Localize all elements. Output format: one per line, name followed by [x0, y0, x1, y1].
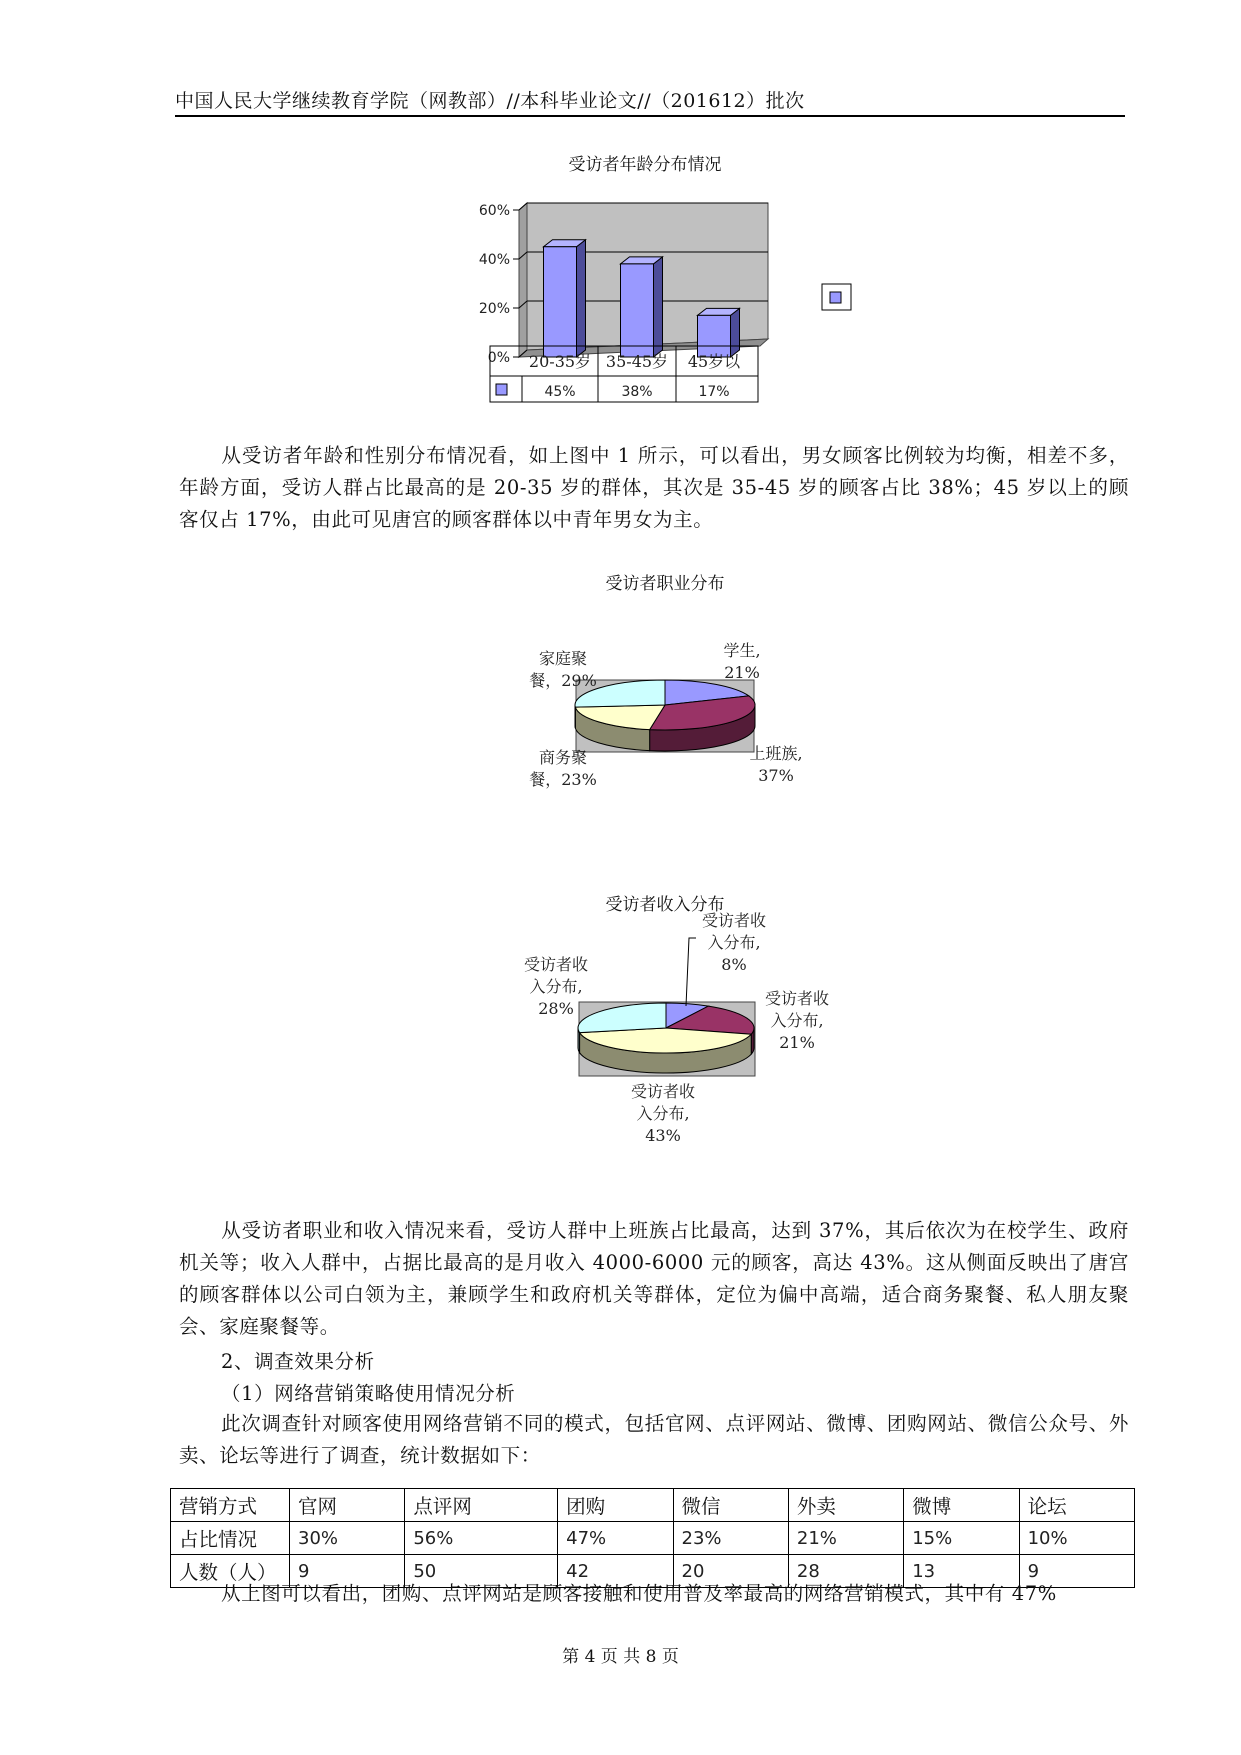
- table-cell: 42: [558, 1555, 673, 1588]
- table-cell: 9: [1019, 1555, 1134, 1588]
- table-cell: 23%: [673, 1522, 788, 1555]
- chart-title-age: 受访者年龄分布情况: [568, 155, 722, 175]
- table-cell: 15%: [904, 1522, 1019, 1555]
- table-cell: 10%: [1019, 1522, 1134, 1555]
- slice-label: 8%: [721, 955, 747, 974]
- table-cell: 50: [405, 1555, 558, 1588]
- slice-label: 入分布,: [529, 977, 583, 996]
- data-label: 17%: [698, 384, 730, 400]
- slice-label: 受访者收: [523, 955, 589, 974]
- table-cell: 团购: [558, 1489, 673, 1522]
- category-label: 35-45岁: [605, 352, 669, 371]
- y-tick-label: 60%: [478, 203, 510, 219]
- chart-title-income: 受访者收入分布: [605, 895, 725, 915]
- paragraph-occupation-analysis: 从受访者职业和收入情况来看，受访人群中上班族占比最高，达到 37%，其后依次为在校学生、政府机关等；收入人群中，占据比最高的是月收入 4000-6000 元的顾客，高达 43%。这从侧面反映出了唐宫的顾客群体以公司白领为主，兼顾学生和政府机关等群体，定位为偏中高端，适合商务聚餐、私人朋友聚会、家庭聚餐等。: [179, 1219, 1130, 1338]
- slice-label: 受访者收: [701, 911, 767, 930]
- subsection-heading: （1）网络营销策略使用情况分析: [221, 1382, 516, 1405]
- table-cell: 56%: [405, 1522, 558, 1555]
- slice-label: 21%: [779, 1033, 815, 1052]
- slice-label: 餐，29%: [529, 671, 597, 690]
- slice-label: 28%: [538, 999, 574, 1018]
- y-tick-label: 20%: [478, 301, 510, 317]
- slice-label: 入分布,: [770, 1011, 824, 1030]
- paragraph-age-analysis: 从受访者年龄和性别分布情况看，如上图中 1 所示，可以看出，男女顾客比例较为均衡，相差不多，年龄方面，受访人群占比最高的是 20-35 岁的群体，其次是 35-45 岁的顾客占比 38%；45 岁以上的顾客仅占 17%，由此可见唐宫的顾客群体以中青年男女为主。: [179, 444, 1129, 531]
- section-heading: 2、调查效果分析: [221, 1350, 375, 1373]
- table-cell: 28: [788, 1555, 903, 1588]
- slice-label: 受访者收: [764, 989, 830, 1008]
- table-cell: 官网: [290, 1489, 405, 1522]
- table-cell: 外卖: [788, 1489, 903, 1522]
- slice-label: 37%: [758, 766, 794, 785]
- slice-label: 43%: [645, 1126, 681, 1145]
- table-cell: 点评网: [405, 1489, 558, 1522]
- table-cell: 20: [673, 1555, 788, 1588]
- slice-label: 上班族,: [749, 744, 803, 763]
- y-tick-label: 0%: [487, 350, 510, 366]
- table-cell: 微博: [904, 1489, 1019, 1522]
- table-cell: 21%: [788, 1522, 903, 1555]
- table-cell: 30%: [290, 1522, 405, 1555]
- slice-label: 家庭聚: [538, 649, 588, 668]
- data-label: 45%: [544, 384, 576, 400]
- data-label: 38%: [621, 384, 653, 400]
- table-cell: 人数（人）: [171, 1555, 290, 1588]
- slice-label: 餐，23%: [529, 770, 597, 789]
- table-cell: 13: [904, 1555, 1019, 1588]
- y-tick-label: 40%: [478, 252, 510, 268]
- table-cell: 论坛: [1019, 1489, 1134, 1522]
- page-header: 中国人民大学继续教育学院（网教部）//本科毕业论文//（201612）批次: [175, 90, 805, 112]
- marketing-stats-table: [170, 1488, 1135, 1588]
- slice-label: 21%: [724, 663, 760, 682]
- table-cell: 营销方式: [171, 1489, 290, 1522]
- paragraph-conclusion: 从上图可以看出，团购、点评网站是顾客接触和使用普及率最高的网络营销模式，其中有 47%: [221, 1582, 1057, 1605]
- leader-line: [686, 938, 696, 1006]
- paragraph-survey-intro: 此次调查针对顾客使用网络营销不同的模式，包括官网、点评网站、微博、团购网站、微信公众号、外卖、论坛等进行了调查，统计数据如下：: [179, 1412, 1129, 1467]
- slice-label: 受访者收: [630, 1082, 696, 1101]
- table-cell: 9: [290, 1555, 405, 1588]
- table-cell: 占比情况: [171, 1522, 290, 1555]
- table-cell: 微信: [673, 1489, 788, 1522]
- slice-label: 学生,: [723, 641, 761, 660]
- chart-title-occupation: 受访者职业分布: [605, 574, 725, 594]
- table-cell: 47%: [558, 1522, 673, 1555]
- slice-label: 商务聚: [538, 748, 588, 767]
- page-footer: 第 4 页 共 8 页: [562, 1647, 679, 1667]
- table-header-row: [171, 1489, 1135, 1522]
- slice-label: 入分布,: [636, 1104, 690, 1123]
- category-label: 45岁以: [687, 352, 741, 371]
- table-row: [171, 1522, 1135, 1555]
- category-label: 20-35岁: [528, 352, 592, 371]
- slice-label: 入分布,: [707, 933, 761, 952]
